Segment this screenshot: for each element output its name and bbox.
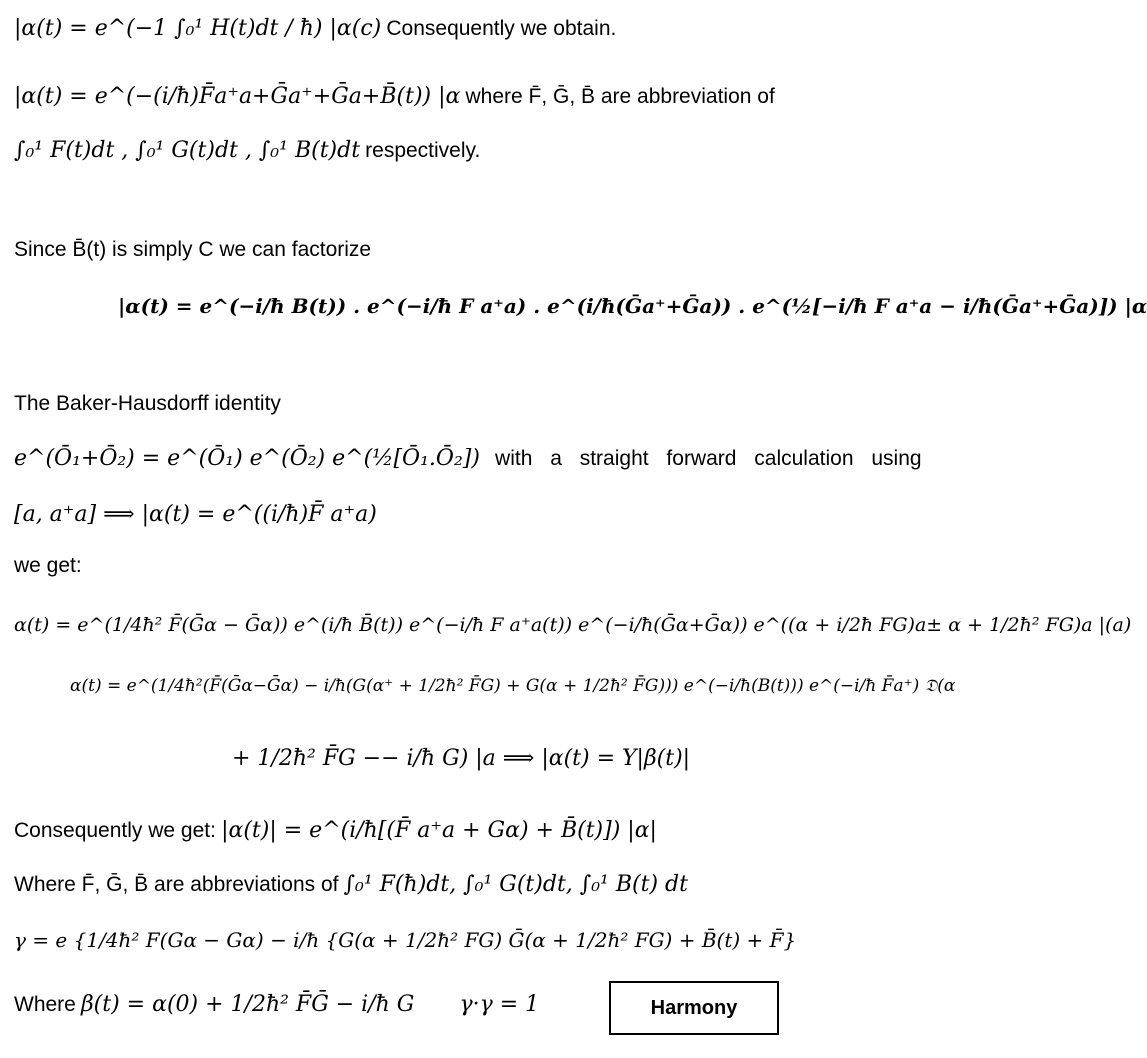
- equation-alpha-displacement: α(t) = e^(1/4ħ²(F̄(Ḡα−Ḡα) − i/ħ(G(α⁺ + 1/2ħ² F̄G) + G(α + 1/2ħ² F̄G))) e^(−i/ħ(B(t))) e^(−i/ħ F̄a⁺) 𝔇(α: [70, 676, 956, 696]
- text-since-factorize: Since B̄(t) is simply C we can factorize: [14, 238, 372, 261]
- text-straight-forward: with a straight forward calculation using: [495, 447, 922, 470]
- equation-line-16: [14, 992, 539, 1017]
- equation-alpha-expansion: α(t) = e^(1/4ħ² F̄(Ḡα − Ḡα)) e^(i/ħ B̄(t)) e^(−i/ħ F a⁺a(t)) e^(−i/ħ(Ḡα+Ḡα)) e^((α + i/2ħ FG)a± α + 1/2ħ² FG)a |(a): [14, 614, 1132, 636]
- text-where-abbreviation: where F̄, Ḡ, B̄ are abbreviation of: [465, 85, 775, 108]
- equation-baker-hausdorff: e^(Ō₁+Ō₂) = e^(Ō₁) e^(Ō₂) e^(½[Ō₁.Ō₂]): [14, 446, 480, 471]
- equation-line-2: [14, 84, 775, 109]
- equation-beta: β(t) = α(0) + 1/2ħ² F̄Ḡ − i/ħ G: [80, 992, 415, 1017]
- equation-gamma-product: γ·γ = 1: [459, 992, 540, 1017]
- equation-factorized: |α(t) = e^(−i/ħ B(t)) . e^(−i/ħ F a⁺a) . e^(i/ħ(Ḡa⁺+Ḡa)) . e^(½[−i/ħ F a⁺a − i/ħ(Ḡa⁺+Ḡa)]) |α: [118, 294, 1147, 318]
- text-consequently-get: Consequently we get:: [14, 819, 216, 842]
- equation-gamma: γ = e {1/4ħ² F(Gα − Gα) − i/ħ {G(α + 1/2ħ² FG) Ḡ(α + 1/2ħ² FG) + B̄(t) + F̄}: [14, 928, 797, 952]
- text-where-abbreviations: Where F̄, Ḡ, B̄ are abbreviations of: [14, 873, 339, 896]
- equation-line-13: [14, 818, 657, 843]
- harmony-box: [609, 981, 779, 1035]
- harmony-label: Harmony: [650, 996, 738, 1019]
- equation-commutator: [a, a⁺a] ⟹ |α(t) = e^((i/ħ)F̄ a⁺a): [14, 502, 377, 527]
- equation-line-7: [14, 446, 922, 471]
- equation-line-1: [14, 16, 616, 41]
- equation-integrals-2: ∫₀¹ F(ħ)dt, ∫₀¹ G(t)dt, ∫₀¹ B(t) dt: [343, 872, 688, 897]
- equation-alpha-abs: |α(t)| = e^(i/ħ[(F̄ a⁺a + Gα) + B̄(t)]) |α|: [221, 818, 657, 843]
- text-consequently-obtain: Consequently we obtain.: [386, 17, 617, 40]
- equation-line-3: [14, 138, 480, 163]
- text-we-get: we get:: [14, 554, 82, 577]
- equation-line-14: [14, 872, 688, 897]
- text-respectively: respectively.: [365, 139, 481, 162]
- equation-alpha-t-integral: |α(t) = e^(−1 ∫₀¹ H(t)dt / ħ) |α(c): [14, 16, 382, 41]
- text-where: Where: [14, 993, 76, 1016]
- equation-upsilon-beta: + 1/2ħ² F̄G −− i/ħ G) |a ⟹ |α(t) = Υ|β(t)|: [232, 746, 691, 771]
- equation-integrals: ∫₀¹ F(t)dt , ∫₀¹ G(t)dt , ∫₀¹ B(t)dt: [14, 138, 361, 163]
- equation-alpha-t-exponent: |α(t) = e^(−(i/ħ)F̄a⁺a+Ḡa⁺+Ḡa+B̄(t)) |α: [14, 84, 461, 109]
- text-baker-hausdorff: The Baker-Hausdorff identity: [14, 392, 281, 415]
